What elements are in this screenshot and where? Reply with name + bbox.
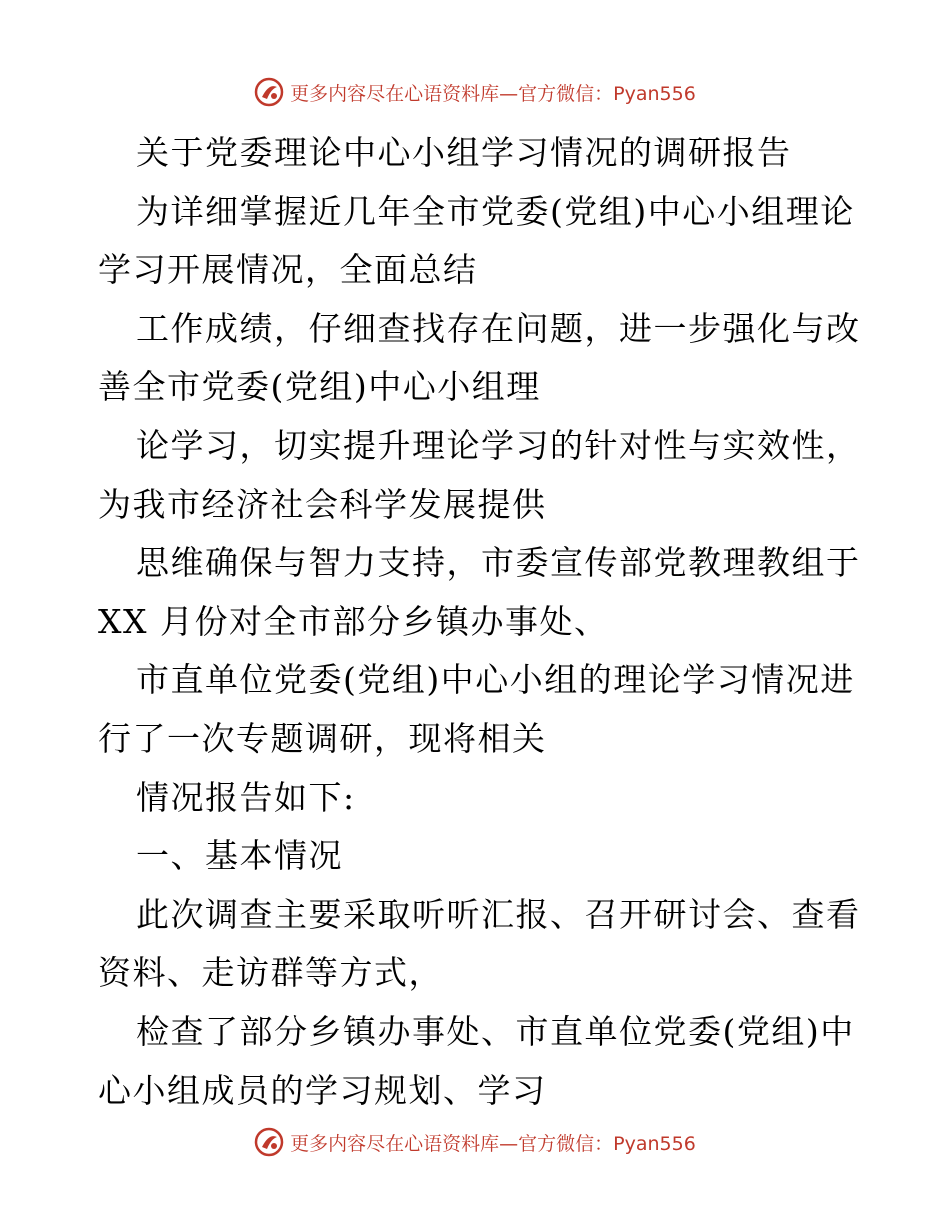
text-line: 心小组成员的学习规划、学习 bbox=[98, 1070, 547, 1110]
text-line: 善全市党委(党组)中心小组理 bbox=[98, 367, 541, 407]
text-line: 一、基本情况 bbox=[136, 836, 343, 876]
text-line: 学习开展情况，全面总结 bbox=[98, 250, 478, 290]
text-line: 为我市经济社会科学发展提供 bbox=[98, 484, 547, 524]
text-line: 工作成绩，仔细查找存在问题，进一步强化与改 bbox=[136, 308, 861, 348]
text-line: 市直单位党委(党组)中心小组的理论学习情况进 bbox=[136, 660, 855, 700]
watermark-text: 更多内容尽在心语资料库—官方微信：Pyan556 bbox=[290, 1132, 696, 1155]
text-line: 论学习，切实提升理论学习的针对性与实效性， bbox=[136, 425, 861, 465]
document-body bbox=[98, 124, 861, 1120]
header-watermark bbox=[0, 72, 950, 112]
text-line: 行了一次专题调研，现将相关 bbox=[98, 718, 547, 758]
text-line: 思维确保与智力支持，市委宣传部党教理教组于 bbox=[136, 543, 861, 583]
watermark-text: 更多内容尽在心语资料库—官方微信：Pyan556 bbox=[290, 82, 696, 105]
logo-icon bbox=[254, 1127, 284, 1157]
text-line: 此次调查主要采取听听汇报、召开研讨会、查看 bbox=[136, 894, 861, 934]
text-line: XX 月份对全市部分乡镇办事处、 bbox=[98, 601, 609, 641]
footer-watermark bbox=[0, 1122, 950, 1162]
text-line: 检查了部分乡镇办事处、市直单位党委(党组)中 bbox=[136, 1011, 855, 1051]
text-line: 情况报告如下: bbox=[136, 777, 356, 817]
text-line: 关于党委理论中心小组学习情况的调研报告 bbox=[136, 133, 792, 172]
text-line: 资料、走访群等方式， bbox=[98, 953, 443, 993]
text-line: 为详细掌握近几年全市党委(党组)中心小组理论 bbox=[136, 191, 855, 231]
logo-icon bbox=[254, 77, 284, 107]
